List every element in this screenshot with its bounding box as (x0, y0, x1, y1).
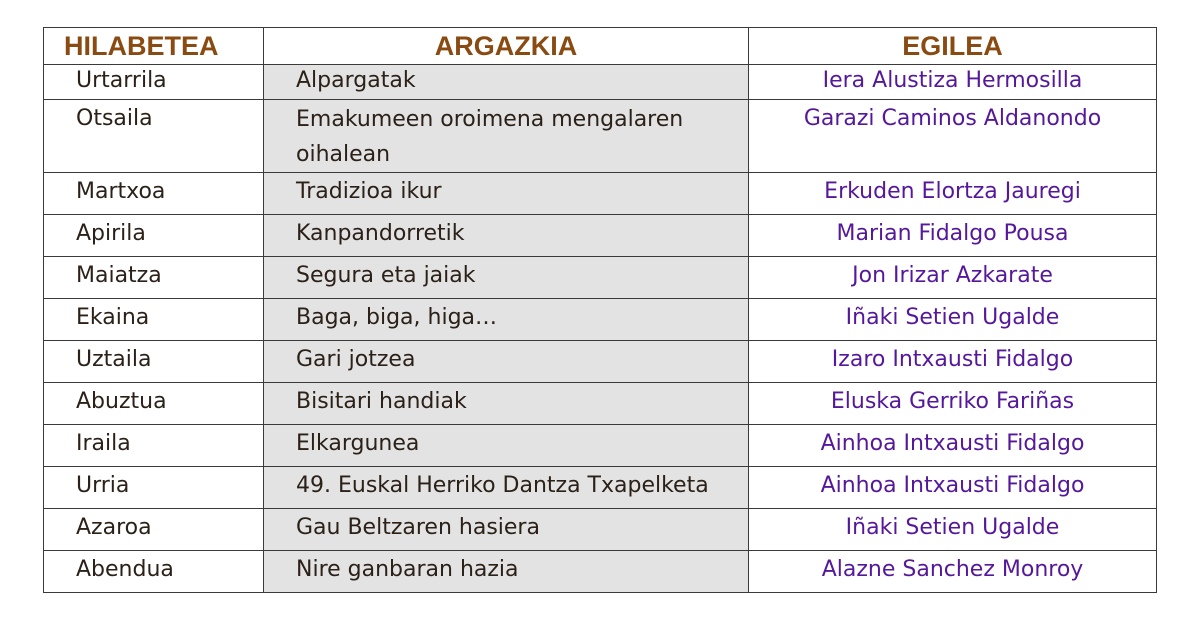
author-cell: Iera Alustiza Hermosilla (749, 65, 1157, 100)
month-cell: Ekaina (44, 299, 264, 341)
table-row (44, 100, 1157, 173)
photo-title-cell: Nire ganbaran hazia (264, 551, 749, 593)
month-cell: Uztaila (44, 341, 264, 383)
header-author: EGILEA (749, 28, 1157, 65)
month-cell: Abendua (44, 551, 264, 593)
month-cell: Urtarrila (44, 65, 264, 100)
author-cell: Alazne Sanchez Monroy (749, 551, 1157, 593)
author-cell: Jon Irizar Azkarate (749, 257, 1157, 299)
photo-title-cell: Emakumeen oroimena mengalaren oihalean (264, 100, 749, 173)
month-cell: Azaroa (44, 509, 264, 551)
header-photo: ARGAZKIA (264, 28, 749, 65)
photo-title-cell: Gari jotzea (264, 341, 749, 383)
photo-title-cell: Kanpandorretik (264, 215, 749, 257)
photo-title-cell: Bisitari handiak (264, 383, 749, 425)
month-cell: Martxoa (44, 173, 264, 215)
table-row (44, 299, 1157, 341)
table-row (44, 173, 1157, 215)
photo-title-cell: Segura eta jaiak (264, 257, 749, 299)
month-cell: Iraila (44, 425, 264, 467)
month-cell: Apirila (44, 215, 264, 257)
month-cell: Abuztua (44, 383, 264, 425)
table-row (44, 65, 1157, 100)
header-row (44, 28, 1157, 65)
table-row (44, 257, 1157, 299)
author-cell: Eluska Gerriko Fariñas (749, 383, 1157, 425)
author-cell: Iñaki Setien Ugalde (749, 509, 1157, 551)
table-row (44, 383, 1157, 425)
photo-title-cell: Elkargunea (264, 425, 749, 467)
month-cell: Otsaila (44, 100, 264, 173)
photo-title-cell: Alpargatak (264, 65, 749, 100)
author-cell: Ainhoa Intxausti Fidalgo (749, 467, 1157, 509)
table-row (44, 215, 1157, 257)
author-cell: Erkuden Elortza Jauregi (749, 173, 1157, 215)
table-row (44, 425, 1157, 467)
photo-title-cell: Tradizioa ikur (264, 173, 749, 215)
photo-title-cell: Baga, biga, higa… (264, 299, 749, 341)
table-row (44, 341, 1157, 383)
table-row (44, 467, 1157, 509)
photo-calendar-table (43, 27, 1157, 593)
author-cell: Garazi Caminos Aldanondo (749, 100, 1157, 173)
author-cell: Izaro Intxausti Fidalgo (749, 341, 1157, 383)
author-cell: Iñaki Setien Ugalde (749, 299, 1157, 341)
author-cell: Ainhoa Intxausti Fidalgo (749, 425, 1157, 467)
month-cell: Maiatza (44, 257, 264, 299)
table-row (44, 509, 1157, 551)
photo-title-cell: 49. Euskal Herriko Dantza Txapelketa (264, 467, 749, 509)
author-cell: Marian Fidalgo Pousa (749, 215, 1157, 257)
photo-title-cell: Gau Beltzaren hasiera (264, 509, 749, 551)
month-cell: Urria (44, 467, 264, 509)
table-row (44, 551, 1157, 593)
header-month: HILABETEA (44, 28, 264, 65)
